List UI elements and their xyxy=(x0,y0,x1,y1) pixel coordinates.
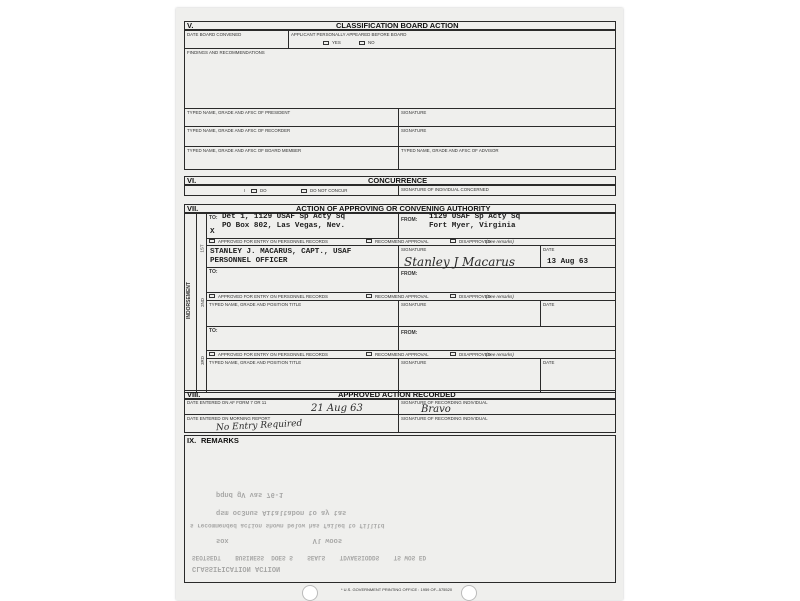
ind3-recommend-checkbox[interactable] xyxy=(366,352,372,356)
ind1-signature-label: SIGNATURE xyxy=(401,247,427,252)
af-form-date-value: 21 Aug 63 xyxy=(311,403,363,414)
sig-recording-label: SIGNATURE OF RECORDING INDIVIDUAL xyxy=(401,400,488,405)
sig-recording2-label: SIGNATURE OF RECORDING INDIVIDUAL xyxy=(401,416,488,421)
ind2-recommend-label: RECOMMEND APPROVAL xyxy=(375,294,429,299)
section-6-body xyxy=(184,185,616,196)
printing-office-footer: * U.S. GOVERNMENT PRINTING OFFICE : 1959 OF--575520 xyxy=(341,587,453,592)
yes-checkbox[interactable] xyxy=(323,41,329,45)
ind1-to-value: Det 1, 1129 USAF Sp Acty Sq PO Box 802, Las Vegas, Nev. xyxy=(222,213,346,230)
date-board-convened-label: DATE BOARD CONVENED xyxy=(187,32,242,37)
ind1-see-remarks: (See remarks) xyxy=(486,239,514,244)
morning-report-value: No Entry Required xyxy=(215,418,303,434)
president-label: TYPED NAME, GRADE AND AFSC OF PRESIDENT xyxy=(187,110,291,115)
ind-3rd-label: 3RD xyxy=(199,356,205,365)
section-6-title: CONCURRENCE xyxy=(368,176,428,185)
ind1-disapproved-checkbox[interactable] xyxy=(450,239,456,243)
ind2-see-remarks: (See remarks) xyxy=(486,294,514,299)
section-5-title: CLASSIFICATION BOARD ACTION xyxy=(336,21,459,30)
ind2-from-label: FROM: xyxy=(401,271,418,277)
ind1-recommend-label: RECOMMEND APPROVAL xyxy=(375,239,429,244)
concur-i-label: I xyxy=(244,188,246,193)
ind3-recommend-label: RECOMMEND APPROVAL xyxy=(375,352,429,357)
indorsement-side-label: INDORSEMENT xyxy=(185,282,192,319)
ind1-approved-label: APPROVED FOR ENTRY ON PERSONNEL RECORDS xyxy=(218,239,328,244)
af-form-date-label: DATE ENTERED ON AF FORM 7 OR 11 xyxy=(187,400,267,405)
ind3-approved-label: APPROVED FOR ENTRY ON PERSONNEL RECORDS xyxy=(218,352,328,357)
ind3-approved-checkbox[interactable] xyxy=(209,352,215,356)
bleed-through-line-2: qsm oc3nus Aitaltabon to ay tas xyxy=(216,508,347,516)
section-6-roman: VI. xyxy=(187,176,197,185)
bleed-through-line-3: s recommended action shown below has failed to fillitd xyxy=(190,522,385,529)
sig-individual-label: SIGNATURE OF INDIVIDUAL CONCERNED xyxy=(401,187,489,192)
ind2-disapproved-checkbox[interactable] xyxy=(450,294,456,298)
bleed-through-line-4: sox Vl woos xyxy=(216,536,343,544)
ind3-disapproved-label: DISAPPROVED xyxy=(459,352,491,357)
section-7-roman: VII. xyxy=(187,204,199,213)
applicant-appeared-label: APPLICANT PERSONALLY APPEARED BEFORE BOARD xyxy=(291,32,407,37)
section-8-roman: VIII. xyxy=(187,390,201,399)
bleed-through-line-5: SEOTSEDT BUSINESS DOES S SEALS TDVAESIODDS TS WOS ED xyxy=(192,554,427,561)
ind-2nd-label: 2ND xyxy=(199,298,205,307)
ind3-disapproved-checkbox[interactable] xyxy=(450,352,456,356)
ind3-see-remarks: (See remarks) xyxy=(486,352,514,357)
concur-do-label: DO xyxy=(260,188,267,193)
board-member-label: TYPED NAME, GRADE AND AFSC OF BOARD MEMBER xyxy=(187,148,302,153)
ind1-recommend-checkbox[interactable] xyxy=(366,239,372,243)
advisor-label: TYPED NAME, GRADE AND AFSC OF ADVISOR xyxy=(401,148,499,153)
concur-do-not-checkbox[interactable] xyxy=(301,189,307,193)
punch-hole-left xyxy=(302,585,318,601)
ind1-date-label: DATE xyxy=(543,247,555,252)
ind1-disapproved-label: DISAPPROVED xyxy=(459,239,491,244)
section-8-title: APPROVED ACTION RECORDED xyxy=(338,390,456,399)
ind3-date-label: DATE xyxy=(543,360,555,365)
ind3-from-label: FROM: xyxy=(401,330,418,336)
ind2-typed-name-label: TYPED NAME, GRADE AND POSITION TITLE xyxy=(209,302,302,307)
punch-hole-right xyxy=(461,585,477,601)
concur-do-checkbox[interactable] xyxy=(251,189,257,193)
ind2-approved-checkbox[interactable] xyxy=(209,294,215,298)
form-page xyxy=(176,8,623,600)
bleed-through-line-6: CLASSIFICATION ACTION xyxy=(192,564,281,572)
ind1-approved-checkbox[interactable] xyxy=(209,239,215,243)
ind2-date-label: DATE xyxy=(543,302,555,307)
yes-label: YES xyxy=(332,40,341,45)
recorder-label: TYPED NAME, GRADE AND AFSC OF RECORDER xyxy=(187,128,291,133)
sig-recording-value: Bravo xyxy=(421,404,451,415)
concur-do-not-label: DO NOT CONCUR xyxy=(310,188,348,193)
section-9-title: REMARKS xyxy=(201,436,239,445)
ind1-typed-name: STANLEY J. MACARUS, CAPT., USAF PERSONNEL OFFICER xyxy=(210,248,352,265)
recorder-signature-label: SIGNATURE xyxy=(401,128,427,133)
no-label: NO xyxy=(368,40,375,45)
ind2-signature-label: SIGNATURE xyxy=(401,302,427,307)
ind1-from-value: 1129 USAF Sp Acty Sq Fort Myer, Virginia xyxy=(429,213,521,230)
ind1-x-mark: X xyxy=(210,228,215,236)
ind2-approved-label: APPROVED FOR ENTRY ON PERSONNEL RECORDS xyxy=(218,294,328,299)
ind1-date: 13 Aug 63 xyxy=(547,258,589,266)
section-5-roman: V. xyxy=(187,21,194,30)
president-signature-label: SIGNATURE xyxy=(401,110,427,115)
ind-1st-label: 1ST xyxy=(199,244,205,253)
ind1-from-label: FROM: xyxy=(401,217,418,223)
section-9-title-roman: IX. xyxy=(187,436,197,445)
ind2-disapproved-label: DISAPPROVED xyxy=(459,294,491,299)
ind3-to-label: TO: xyxy=(209,328,218,334)
ind3-typed-name-label: TYPED NAME, GRADE AND POSITION TITLE xyxy=(209,360,302,365)
bleed-through-line-1: pqnd gV vas 76-1 xyxy=(216,490,284,498)
section-7-title: ACTION OF APPROVING OR CONVENING AUTHORITY xyxy=(296,204,491,213)
ind2-recommend-checkbox[interactable] xyxy=(366,294,372,298)
findings-label: FINDINGS AND RECOMMENDATIONS xyxy=(187,50,265,55)
ind1-signature: Stanley J Macarus xyxy=(404,255,516,269)
ind3-signature-label: SIGNATURE xyxy=(401,360,427,365)
no-checkbox[interactable] xyxy=(359,41,365,45)
ind1-to-label: TO: xyxy=(209,215,218,221)
ind2-to-label: TO: xyxy=(209,269,218,275)
morning-report-label: DATE ENTERED ON MORNING REPORT xyxy=(187,416,271,421)
